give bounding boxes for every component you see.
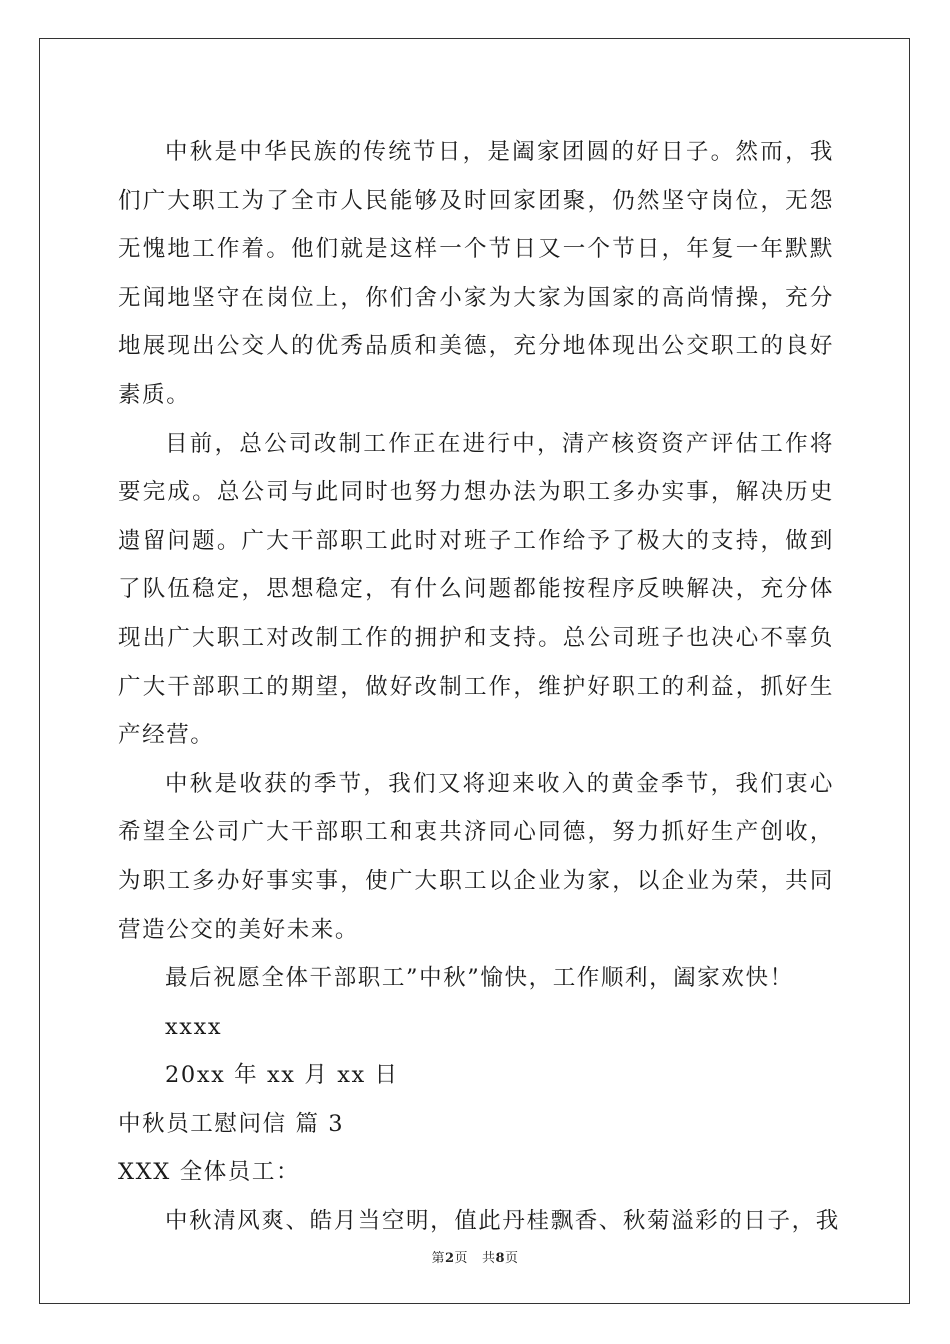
- closing-wishes: 最后祝愿全体干部职工”中秋”愉快，工作顺利，阖家欢快！: [165, 965, 794, 992]
- page-number-footer: [0, 1247, 950, 1266]
- paragraph-3: 中秋是收获的季节，我们又将迎来收入的黄金季节，我们衷心希望全公司广大干部职工和衷共济同心同德，努力抓好生产创收，为职工多办好事实事，使广大职工以企业为家，以企业为荣，共同营造公交的美好未来。: [118, 770, 834, 943]
- page-suffix: 页: [454, 1251, 469, 1266]
- section-title: 中秋员工慰问信 篇 3: [118, 1110, 345, 1137]
- signature: xxxx: [165, 1013, 223, 1040]
- total-suffix: 页: [505, 1251, 519, 1266]
- paragraph-1: 中秋是中华民族的传统节日，是阖家团圆的好日子。然而，我们广大职工为了全市人民能够及时回家团聚，仍然坚守岗位，无怨无愧地工作着。他们就是这样一个节日又一个节日，年复一年默默无闻地坚守在岗位上，你们舍小家为大家为国家的高尚情操，充分地展现出公交人的优秀品质和美德，充分地体现出公交职工的良好素质。: [118, 139, 834, 408]
- paragraph-next: 中秋清风爽、皓月当空明，值此丹桂飘香、秋菊溢彩的日子，我: [165, 1208, 840, 1235]
- current-page-number: 2: [444, 1251, 455, 1266]
- paragraph-2: 目前，总公司改制工作正在进行中，清产核资资产评估工作将要完成。总公司与此同时也努力想办法为职工多办实事，解决历史遗留问题。广大干部职工此时对班子工作给予了极大的支持，做到了队伍稳定，思想稳定，有什么问题都能按程序反映解决，充分体现出广大职工对改制工作的拥护和支持。总公司班子也决心不辜负广大干部职工的期望，做好改制工作，维护好职工的利益，抓好生产经营。: [118, 430, 834, 749]
- document-body: [118, 128, 840, 1246]
- letter-date: 20xx 年 xx 月 xx 日: [165, 1062, 399, 1089]
- total-prefix: 共: [481, 1251, 496, 1266]
- page-prefix: 第: [431, 1251, 445, 1266]
- total-page-number: 8: [495, 1251, 506, 1266]
- salutation: XXX 全体员工：: [118, 1159, 301, 1186]
